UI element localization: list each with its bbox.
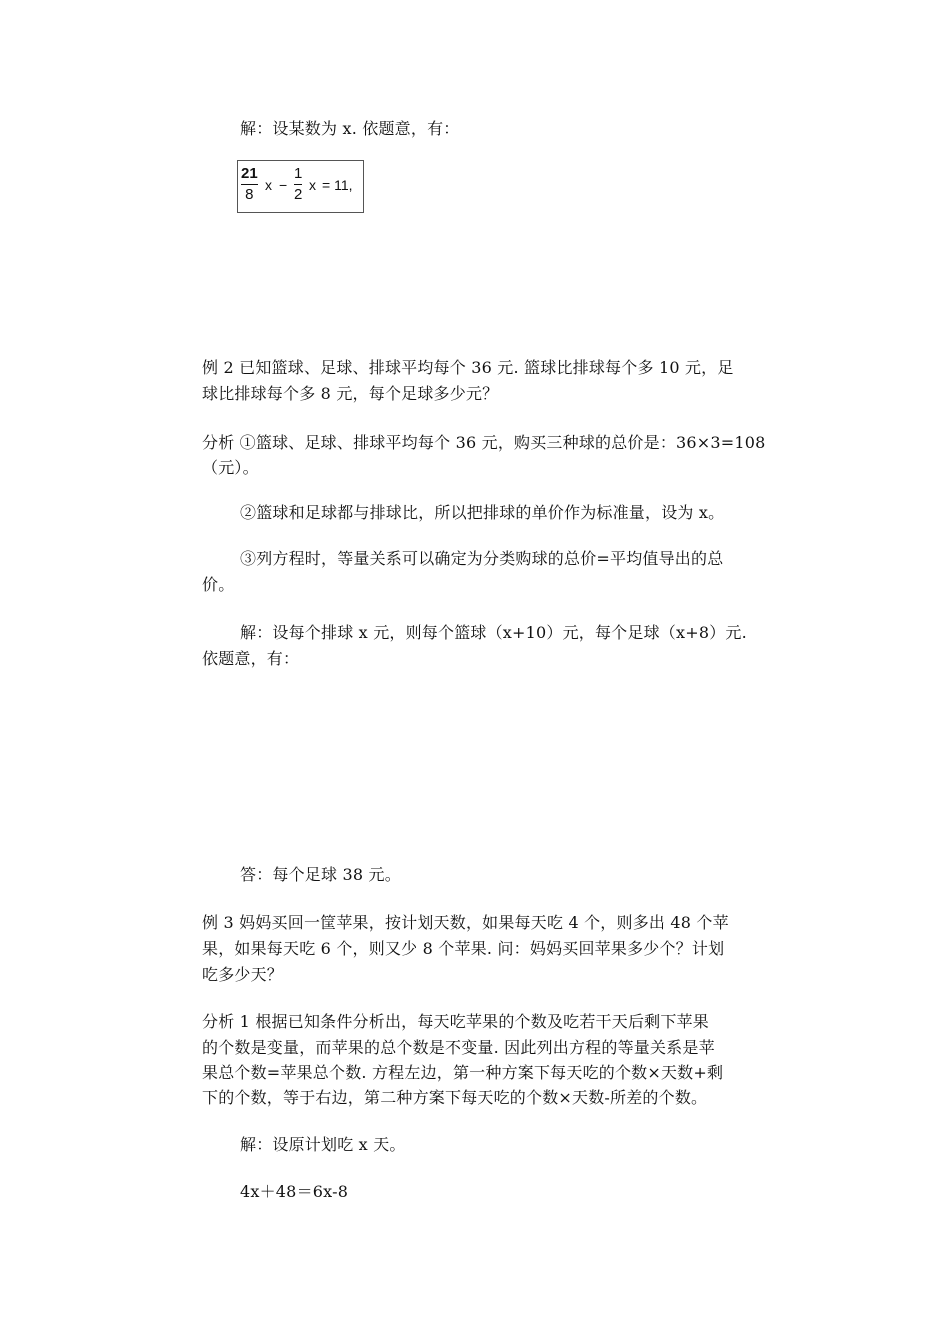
example-2-line-1: 例 2 已知篮球、足球、排球平均每个 36 元. 篮球比排球每个多 10 元，足 [202,358,734,377]
equation-variable: x [309,177,316,193]
example-3-line-1: 例 3 妈妈买回一筐苹果，按计划天数，如果每天吃 4 个，则多出 48 个苹 [202,913,729,932]
example-3-line-2: 果，如果每天吃 6 个，则又少 8 个苹果. 问：妈妈买回苹果多少个？计划 [202,939,725,958]
equation-3: 4x＋48＝6x-8 [240,1182,349,1201]
equation-rhs: = 11, [322,177,353,193]
fraction-21-8 [241,165,258,204]
analysis-2: ②篮球和足球都与排球比，所以把排球的单价作为标准量，设为 x。 [240,503,725,522]
analysis-4-line-3: 果总个数=苹果总个数. 方程左边，第一种方案下每天吃的个数×天数+剩 [202,1063,724,1082]
analysis-4-line-1: 分析 1 根据已知条件分析出，每天吃苹果的个数及吃若干天后剩下苹果 [202,1012,709,1031]
equation-variable: x [265,177,272,193]
analysis-3-line-1: ③列方程时，等量关系可以确定为分类购球的总价=平均值导出的总 [240,549,724,568]
analysis-3-line-2: 价。 [202,575,235,594]
fraction-denominator: 2 [294,186,303,203]
solution-2-line-2: 依题意，有： [202,649,300,668]
analysis-4-line-2: 的个数是变量，而苹果的总个数是不变量. 因此列出方程的等量关系是苹 [202,1038,715,1057]
analysis-1-line-2: （元）。 [202,458,259,477]
fraction-1-2 [294,165,302,204]
fraction-bar [241,184,258,185]
solution-2-line-1: 解：设每个排球 x 元，则每个篮球（x+10）元，每个足球（x+8）元. [240,623,747,642]
example-3-line-3: 吃多少天？ [202,965,284,984]
fraction-denominator: 8 [245,186,254,203]
analysis-4-line-4: 下的个数，等于右边，第二种方案下每天吃的个数×天数-所差的个数。 [202,1088,708,1107]
equation-minus: − [279,177,288,193]
fraction-bar [294,184,302,185]
fraction-numerator: 1 [294,165,303,182]
equation-image-1 [237,160,364,213]
solution-3: 解：设原计划吃 x 天。 [240,1135,406,1154]
fraction-numerator: 21 [241,165,258,182]
solution-1-intro: 解：设某数为 x. 依题意，有： [240,119,460,138]
example-2-line-2: 球比排球每个多 8 元，每个足球多少元？ [202,384,499,403]
answer-2: 答：每个足球 38 元。 [240,865,401,884]
analysis-1-line-1: 分析 ①篮球、足球、排球平均每个 36 元，购买三种球的总价是：36×3=108 [202,433,766,452]
